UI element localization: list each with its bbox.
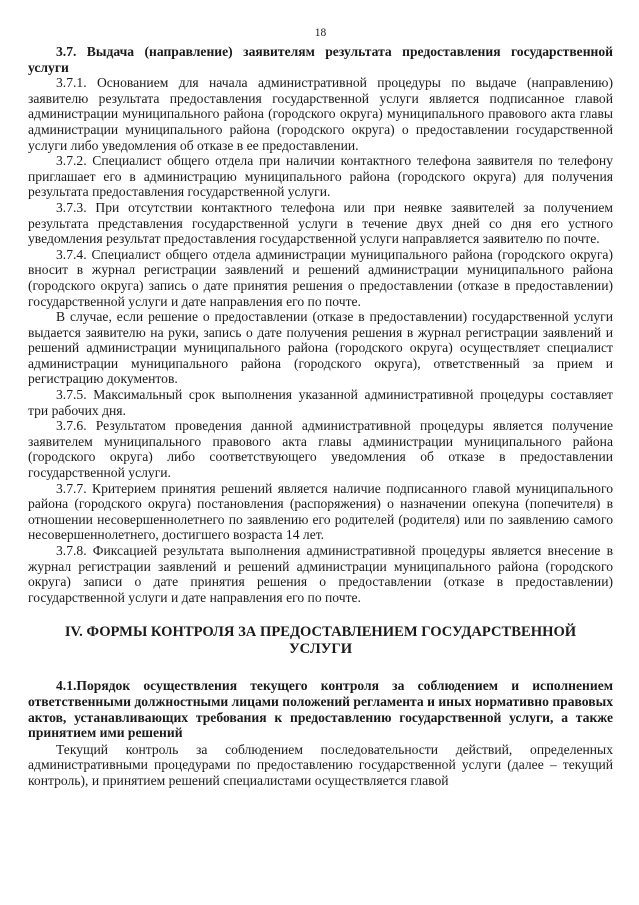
paragraph-3-7-1: 3.7.1. Основанием для начала административной процедуры по выдаче (направлению) заявителю результата предоставления государственной услуги является подписанное главой администрации муниципального района (городского округа) муниципального правового акта главы администрации муниципального района (городского округа) о предоставлении государственной услуги либо уведомления об отказе в ее предоставлении. [28, 75, 613, 153]
paragraph-4-1: Текущий контроль за соблюдением последовательности действий, определенных административными процедурами по предоставлению государственной услуги (далее – текущий контроль), и принятием решений специалистами осуществляется главой [28, 741, 613, 788]
paragraph-3-7-6: 3.7.6. Результатом проведения данной административной процедуры является получение заявителем муниципального правового акта главы администрации муниципального района (городского округа) либо соответствующего уведомления об отказе в предоставлении государственной услуги. [28, 418, 613, 481]
paragraph-3-7-7: 3.7.7. Критерием принятия решений является наличие подписанного главой муниципального района (городского округа) постановления (распоряжения) о назначении опекуна (попечителя) в отношении несовершеннолетнего по заявлению его родителей (родителя) или по заявлению самого несовершеннолетнего, достигшего возраста 14 лет. [28, 480, 613, 543]
paragraph-3-7-5: 3.7.5. Максимальный срок выполнения указанной административной процедуры составляет три рабочих дня. [28, 387, 613, 418]
paragraph-3-7-8: 3.7.8. Фиксацией результата выполнения административной процедуры является внесение в журнал регистрации заявлений и решений администрации муниципального района (городского округа) записи о дате принятия решения о предоставлении (отказе в предоставлении) государственной услуги и дате направления его по почте. [28, 543, 613, 605]
section-4-heading: IV. ФОРМЫ КОНТРОЛЯ ЗА ПРЕДОСТАВЛЕНИЕМ ГОСУДАРСТВЕННОЙ УСЛУГИ [64, 624, 577, 658]
paragraph-3-7-3: 3.7.3. При отсутствии контактного телефона или при неявке заявителей за получением результата представления государственной услуги в течение двух дней со дня его устного уведомления результат предоставления государственной услуги направляется заявителю по почте. [28, 199, 613, 247]
section-4-1-heading: 4.1.Порядок осуществления текущего контроля за соблюдением и исполнением ответственными должностными лицами положений регламента и иных нормативно правовых актов, устанавливающих требования к предоставлению государственной услуги, а также принятием ими решений [28, 678, 613, 741]
paragraph-3-7-4: 3.7.4. Специалист общего отдела администрации муниципального района (городского округа) вносит в журнал регистрации заявлений и решений администрации муниципального района (городского округа) запись о дате принятия решения о предоставлении (отказе в предоставлении) государственной услуги и дате направления его по почте. [28, 246, 613, 309]
section-3-7-heading: 3.7. Выдача (направление) заявителям результата предоставления государственной услуги [28, 44, 613, 75]
page-number: 18 [314, 27, 327, 39]
paragraph-3-7-2: 3.7.2. Специалист общего отдела при наличии контактного телефона заявителя по телефону приглашает его в администрацию муниципального района (городского округа) для получения результата предоставления государственной услуги. [28, 153, 613, 200]
paragraph-3-7-4-continued: В случае, если решение о предоставлении (отказе в предоставлении) государственной услуги выдается заявителю на руки, запись о дате получения решения в журнал регистрации заявлений и решений администрации муниципального района (городского округа) осуществляет специалист администрации муниципального района (городского округа), ответственный за прием и регистрацию документов. [28, 309, 613, 387]
